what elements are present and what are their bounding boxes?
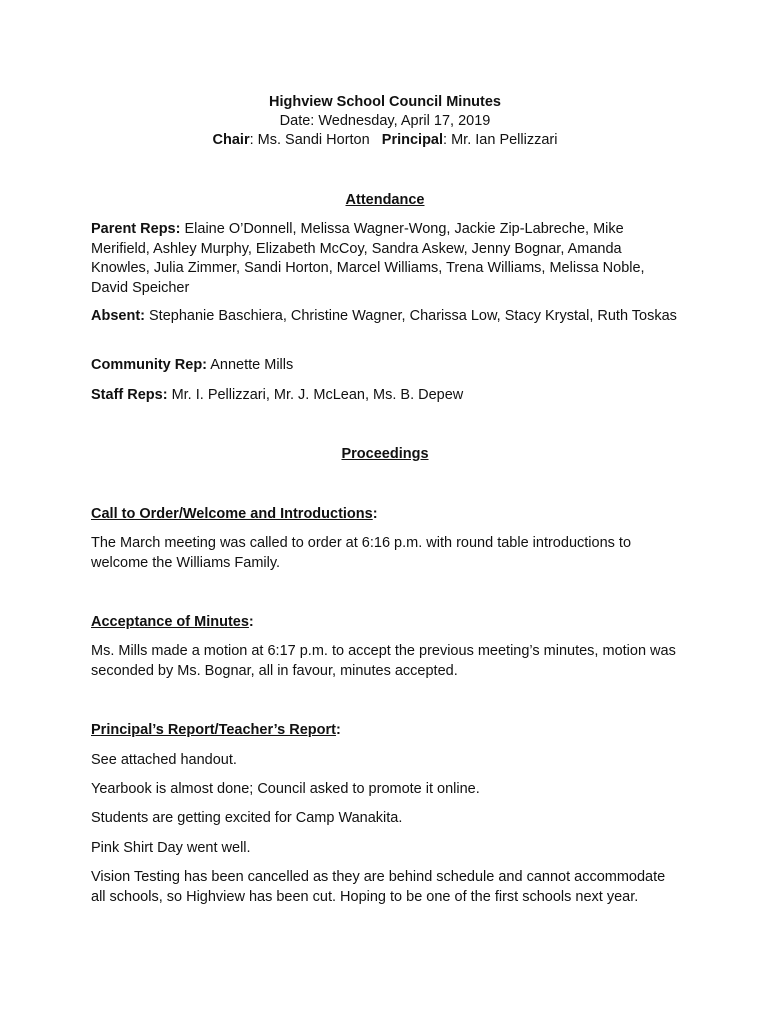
absent-paragraph	[91, 307, 681, 327]
chair-value: : Ms. Sandi Horton	[249, 132, 370, 148]
report-item: Students are getting excited for Camp Wanakita.	[91, 810, 403, 826]
parent-reps-value: Elaine O’Donnell, Melissa Wagner-Wong, Jackie Zip-Labreche, Mike Merifield, Ashley Murphy, Elizabeth McCoy, Sandra Askew, Jenny Bognar, Amanda Knowles, Julia Zimmer, Sandi Horton, Marcel Williams, Trena Williams, Melissa Noble, David Speicher	[91, 221, 645, 296]
community-rep-value: Annette Mills	[207, 357, 294, 373]
absent-value: Stephanie Baschiera, Christine Wagner, Charissa Low, Stacy Krystal, Ruth Toskas	[144, 308, 677, 324]
staff-reps-label: Staff Reps:	[91, 387, 168, 403]
principal-label: Principal	[381, 132, 444, 148]
parent-reps-paragraph	[91, 220, 681, 298]
call-to-order-text: The March meeting was called to order at 6:16 p.m. with round table introductions to welcome the Williams Family.	[91, 535, 632, 571]
report-item: Vision Testing has been cancelled as they are behind schedule and cannot accommodate all schools, so Highview has been cut. Hoping to be one of the first schools next year.	[91, 869, 666, 905]
chair-principal-line	[0, 131, 770, 151]
call-to-order-heading: Call to Order/Welcome and Introductions:	[91, 506, 378, 522]
parent-reps-label: Parent Reps:	[91, 221, 181, 237]
chair-label: Chair	[212, 132, 250, 148]
attendance-heading: Attendance	[345, 192, 425, 208]
report-item: Yearbook is almost done; Council asked to promote it online.	[91, 781, 480, 797]
principal-report-heading: Principal’s Report/Teacher’s Report:	[91, 722, 341, 738]
principal-value: : Mr. Ian Pellizzari	[443, 132, 558, 148]
meeting-date: Date: Wednesday, April 17, 2019	[279, 113, 491, 129]
community-rep-paragraph	[91, 356, 681, 376]
acceptance-text: Ms. Mills made a motion at 6:17 p.m. to accept the previous meeting’s minutes, motion was seconded by Ms. Bognar, all in favour, minutes accepted.	[91, 643, 676, 679]
staff-reps-value: Mr. I. Pellizzari, Mr. J. McLean, Ms. B. Depew	[167, 387, 464, 403]
report-item: See attached handout.	[91, 752, 237, 768]
community-rep-label: Community Rep:	[91, 357, 207, 373]
proceedings-heading: Proceedings	[341, 446, 429, 462]
acceptance-heading: Acceptance of Minutes:	[91, 614, 254, 630]
absent-label: Absent:	[91, 308, 145, 324]
staff-reps-paragraph	[91, 386, 681, 406]
report-item: Pink Shirt Day went well.	[91, 840, 251, 856]
document-title: Highview School Council Minutes	[268, 94, 501, 110]
